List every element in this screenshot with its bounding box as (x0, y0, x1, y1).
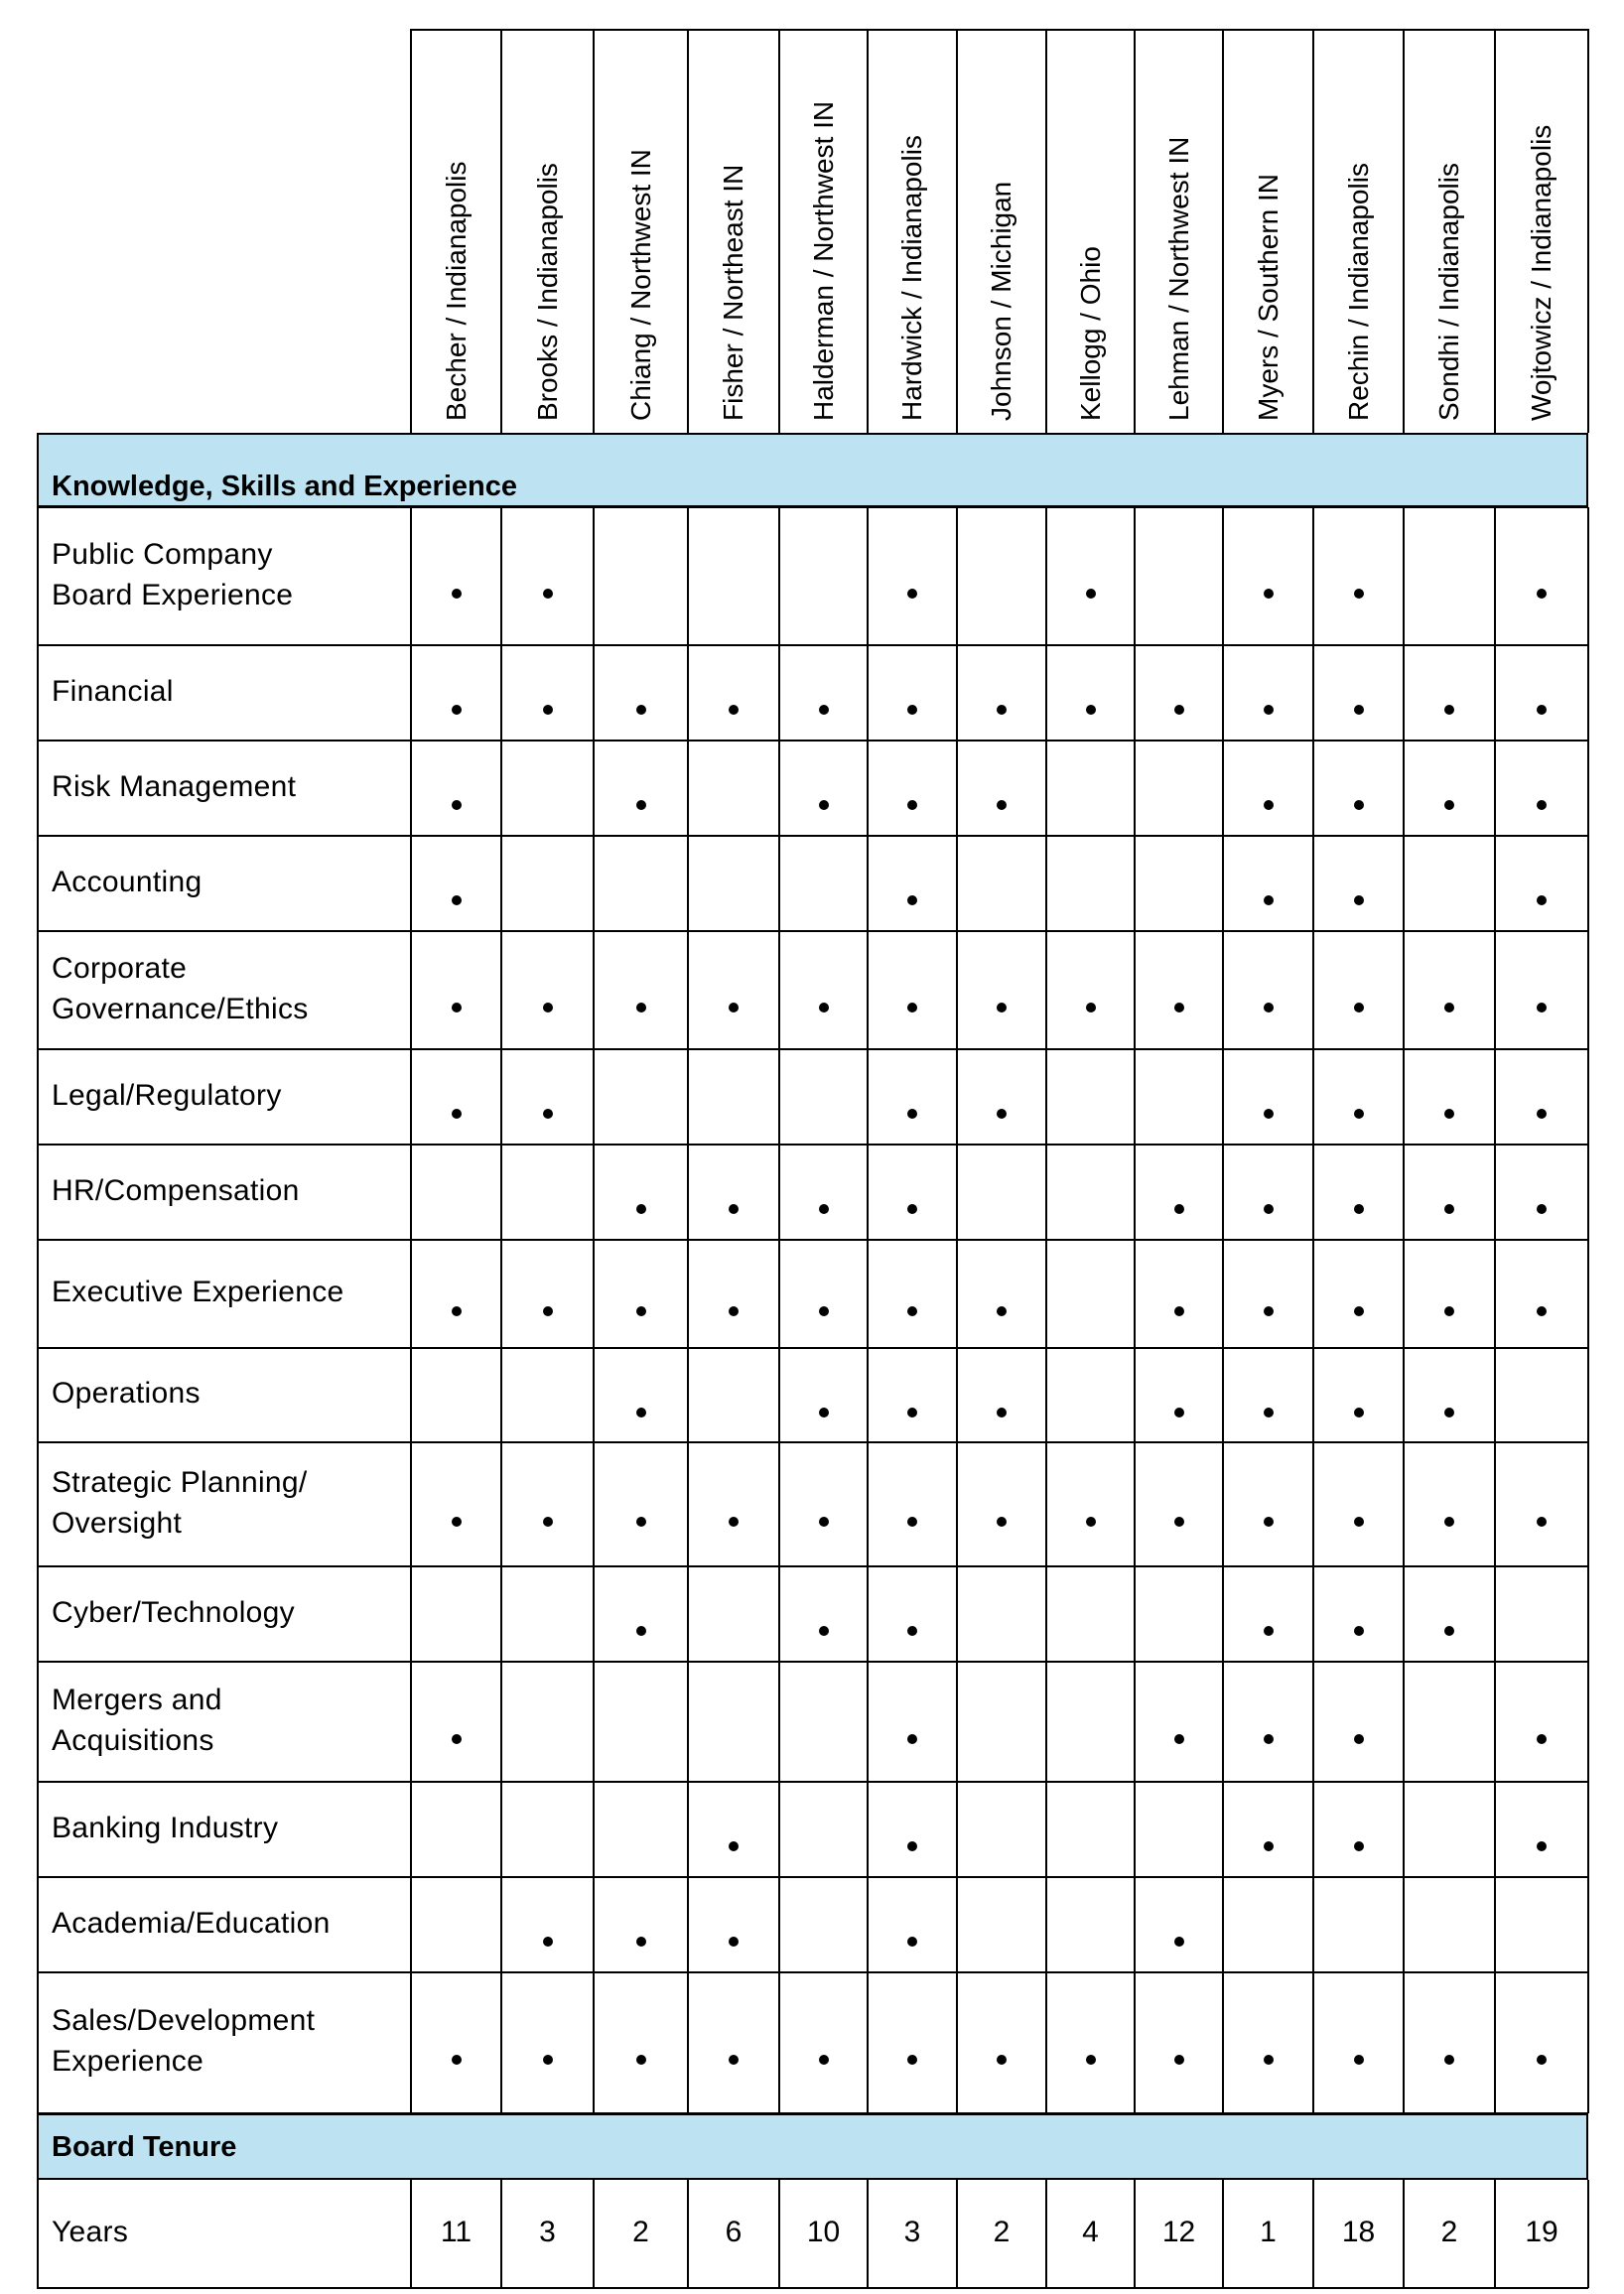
tenure-years-value: 12 (1161, 2216, 1196, 2248)
tenure-years-value: 2 (632, 2216, 649, 2248)
column-header-8: Lehman / Northwest IN (1162, 136, 1194, 421)
tenure-years-value: 18 (1341, 2216, 1376, 2248)
skill-mark-dot (543, 1517, 553, 1527)
skill-mark-dot (1537, 2055, 1547, 2065)
row-divider (37, 1661, 1588, 1663)
skill-mark-dot (1264, 1306, 1274, 1316)
column-divider (867, 507, 869, 2113)
skill-mark-dot (452, 800, 462, 810)
skill-mark-dot (729, 1841, 739, 1851)
column-divider (1134, 507, 1136, 2113)
skill-mark-dot (1444, 1408, 1454, 1417)
column-divider (1403, 29, 1405, 433)
column-header-10: Rechin / Indianapolis (1342, 163, 1374, 421)
column-divider (500, 29, 502, 433)
column-divider (500, 507, 502, 2113)
skill-mark-dot (729, 2055, 739, 2065)
skill-mark-dot (1264, 1517, 1274, 1527)
column-header-4: Halderman / Northwest IN (807, 100, 839, 421)
row-label-skill: Strategic Planning/ Oversight (52, 1465, 308, 1540)
skill-mark-dot (1264, 2055, 1274, 2065)
column-divider (1045, 2180, 1047, 2288)
column-divider (956, 507, 958, 2113)
skill-mark-dot (1264, 1626, 1274, 1636)
column-header-5: Hardwick / Indianapolis (896, 135, 927, 421)
column-divider (1494, 507, 1496, 2113)
skill-mark-dot (543, 1306, 553, 1316)
skill-mark-dot (907, 2055, 917, 2065)
skill-mark-dot (1354, 589, 1364, 599)
row-divider (37, 1971, 1588, 1973)
column-divider (1403, 2180, 1405, 2288)
section-band-tenure (37, 2113, 1588, 2180)
column-divider (867, 2180, 869, 2288)
row-label-skill: Financial (52, 674, 174, 708)
skill-mark-dot (1537, 1841, 1547, 1851)
skill-mark-dot (729, 705, 739, 715)
skill-mark-dot (1444, 800, 1454, 810)
skill-mark-dot (636, 1306, 646, 1316)
skill-mark-dot (997, 1306, 1007, 1316)
row-divider (37, 1048, 1588, 1050)
skill-mark-dot (1264, 589, 1274, 599)
skill-mark-dot (452, 2055, 462, 2065)
column-divider (1312, 507, 1314, 2113)
section-title-skills: Knowledge, Skills and Experience (52, 471, 517, 502)
skill-mark-dot (997, 705, 1007, 715)
column-divider (778, 29, 780, 433)
column-divider (1134, 29, 1136, 433)
row-label-skill: Public Company Board Experience (52, 537, 294, 611)
column-header-7: Kellogg / Ohio (1074, 246, 1106, 421)
column-divider (593, 507, 595, 2113)
skill-mark-dot (636, 705, 646, 715)
skill-mark-dot (1354, 1003, 1364, 1012)
skill-mark-dot (1537, 1204, 1547, 1214)
row-label-skill: Mergers and Acquisitions (52, 1683, 222, 1757)
column-divider (1222, 29, 1224, 433)
row-divider (37, 930, 1588, 932)
column-header-6: Johnson / Michigan (986, 181, 1016, 421)
column-divider (778, 2180, 780, 2288)
skill-mark-dot (1354, 1517, 1364, 1527)
skill-mark-dot (636, 1003, 646, 1012)
skill-mark-dot (1537, 1003, 1547, 1012)
skill-mark-dot (636, 1937, 646, 1947)
row-divider (37, 644, 1588, 646)
skill-mark-dot (819, 1517, 829, 1527)
skill-mark-dot (819, 1204, 829, 1214)
column-header-9: Myers / Southern IN (1252, 174, 1284, 421)
column-divider (410, 2180, 412, 2288)
skill-mark-dot (907, 1408, 917, 1417)
skill-mark-dot (1264, 1841, 1274, 1851)
skill-mark-dot (636, 1517, 646, 1527)
column-divider (1494, 29, 1496, 433)
skill-mark-dot (907, 1517, 917, 1527)
skill-mark-dot (636, 1626, 646, 1636)
skill-mark-dot (819, 1408, 829, 1417)
skill-mark-dot (1086, 1003, 1096, 1012)
column-divider (956, 29, 958, 433)
skill-mark-dot (997, 1003, 1007, 1012)
skill-mark-dot (1264, 1204, 1274, 1214)
skill-mark-dot (1444, 1204, 1454, 1214)
skill-mark-dot (452, 1003, 462, 1012)
skill-mark-dot (1444, 1003, 1454, 1012)
skill-mark-dot (1264, 1003, 1274, 1012)
column-divider (1494, 2180, 1496, 2288)
skill-mark-dot (452, 1109, 462, 1119)
column-divider (593, 29, 595, 433)
row-label-skill: Academia/Education (52, 1906, 331, 1940)
skill-mark-dot (1354, 705, 1364, 715)
skill-mark-dot (1537, 589, 1547, 599)
tenure-years-value: 11 (440, 2216, 473, 2248)
skill-mark-dot (543, 705, 553, 715)
skill-mark-dot (819, 2055, 829, 2065)
column-divider (410, 507, 412, 2113)
skill-mark-dot (729, 1937, 739, 1947)
skill-mark-dot (1537, 705, 1547, 715)
skill-mark-dot (1174, 1306, 1184, 1316)
row-divider (37, 2287, 1588, 2289)
column-header-12: Wojtowicz / Indianapolis (1526, 124, 1556, 421)
skill-mark-dot (452, 1517, 462, 1527)
skill-mark-dot (1354, 1841, 1364, 1851)
tenure-years-value: 6 (725, 2216, 743, 2248)
column-header-11: Sondhi / Indianapolis (1433, 163, 1464, 421)
column-divider (410, 29, 412, 433)
column-divider (593, 2180, 595, 2288)
skill-mark-dot (1174, 1003, 1184, 1012)
skill-mark-dot (452, 895, 462, 905)
column-divider (1045, 507, 1047, 2113)
column-divider (956, 2180, 958, 2288)
skill-mark-dot (543, 1937, 553, 1947)
skill-mark-dot (1354, 800, 1364, 810)
skill-mark-dot (1174, 2055, 1184, 2065)
row-divider (37, 1239, 1588, 1241)
skill-mark-dot (819, 1003, 829, 1012)
skill-mark-dot (907, 1734, 917, 1744)
row-label-skill: Legal/Regulatory (52, 1078, 282, 1112)
skill-mark-dot (997, 1408, 1007, 1417)
row-divider (37, 2112, 1588, 2114)
column-divider (867, 29, 869, 433)
column-divider (687, 507, 689, 2113)
column-divider (1312, 29, 1314, 433)
tenure-years-value: 10 (806, 2216, 841, 2248)
row-label-skill: Risk Management (52, 769, 297, 803)
skill-mark-dot (452, 589, 462, 599)
row-divider (37, 506, 1588, 508)
skill-mark-dot (636, 1204, 646, 1214)
skill-mark-dot (907, 1626, 917, 1636)
column-divider (1587, 2180, 1589, 2288)
skill-mark-dot (907, 1204, 917, 1214)
skill-mark-dot (543, 2055, 553, 2065)
skill-mark-dot (636, 1408, 646, 1417)
skill-mark-dot (1354, 1626, 1364, 1636)
skill-mark-dot (543, 589, 553, 599)
skill-mark-dot (636, 800, 646, 810)
skill-mark-dot (1174, 705, 1184, 715)
skill-mark-dot (1537, 1109, 1547, 1119)
column-divider (500, 2180, 502, 2288)
column-divider (687, 2180, 689, 2288)
skill-mark-dot (1354, 1734, 1364, 1744)
tenure-years-value: 2 (1440, 2216, 1458, 2248)
column-divider (1312, 2180, 1314, 2288)
skill-mark-dot (543, 1109, 553, 1119)
skill-mark-dot (819, 705, 829, 715)
row-divider (37, 1347, 1588, 1349)
column-divider (778, 507, 780, 2113)
skill-mark-dot (907, 800, 917, 810)
skill-mark-dot (1264, 800, 1274, 810)
skill-mark-dot (729, 1517, 739, 1527)
skill-mark-dot (729, 1003, 739, 1012)
skill-mark-dot (452, 1306, 462, 1316)
column-divider (1222, 2180, 1224, 2288)
skill-mark-dot (1264, 1408, 1274, 1417)
skill-mark-dot (907, 705, 917, 715)
column-divider (1587, 507, 1589, 2113)
skill-mark-dot (636, 2055, 646, 2065)
skill-mark-dot (907, 1109, 917, 1119)
row-label-skill: HR/Compensation (52, 1173, 300, 1207)
skill-mark-dot (907, 589, 917, 599)
tenure-years-value: 4 (1082, 2216, 1099, 2248)
skill-mark-dot (1264, 895, 1274, 905)
row-label-skill: Banking Industry (52, 1811, 279, 1844)
tenure-years-value: 19 (1525, 2216, 1558, 2248)
skill-mark-dot (1537, 1306, 1547, 1316)
skill-mark-dot (1444, 705, 1454, 715)
skill-mark-dot (729, 1306, 739, 1316)
skill-mark-dot (1174, 1408, 1184, 1417)
column-divider (1587, 29, 1589, 433)
skill-mark-dot (1354, 2055, 1364, 2065)
row-divider (37, 1876, 1588, 1878)
skill-mark-dot (907, 895, 917, 905)
skill-mark-dot (1354, 1306, 1364, 1316)
row-label-skill: Sales/Development Experience (52, 2004, 316, 2078)
column-divider (1045, 29, 1047, 433)
column-divider (1134, 2180, 1136, 2288)
skill-mark-dot (1537, 800, 1547, 810)
row-divider (37, 1441, 1588, 1443)
column-divider (687, 29, 689, 433)
skill-mark-dot (1354, 1109, 1364, 1119)
skill-mark-dot (1537, 1517, 1547, 1527)
tenure-years-value: 1 (1260, 2216, 1277, 2248)
row-divider (37, 1565, 1588, 1567)
skill-mark-dot (997, 800, 1007, 810)
skill-mark-dot (907, 1306, 917, 1316)
skill-mark-dot (907, 1003, 917, 1012)
tenure-years-value: 3 (903, 2216, 921, 2248)
skill-mark-dot (1086, 2055, 1096, 2065)
row-divider (37, 740, 1588, 742)
skill-mark-dot (1264, 1734, 1274, 1744)
skill-mark-dot (997, 1109, 1007, 1119)
row-label-skill: Corporate Governance/Ethics (52, 951, 309, 1025)
skill-mark-dot (1444, 1517, 1454, 1527)
skill-mark-dot (1354, 895, 1364, 905)
table-left-border (37, 507, 39, 2113)
tenure-years-value: 3 (539, 2216, 556, 2248)
skill-mark-dot (907, 1841, 917, 1851)
skill-mark-dot (1086, 1517, 1096, 1527)
skill-mark-dot (1174, 1734, 1184, 1744)
skill-mark-dot (1086, 705, 1096, 715)
skill-mark-dot (819, 1306, 829, 1316)
skill-mark-dot (997, 1517, 1007, 1527)
skill-mark-dot (1354, 1204, 1364, 1214)
tenure-years-value: 2 (993, 2216, 1011, 2248)
header-top-border (410, 29, 1589, 31)
section-title-tenure: Board Tenure (52, 2131, 237, 2163)
skill-mark-dot (819, 800, 829, 810)
skill-mark-dot (452, 705, 462, 715)
skill-mark-dot (729, 1204, 739, 1214)
row-divider (37, 835, 1588, 837)
skill-mark-dot (1537, 1734, 1547, 1744)
skill-mark-dot (1174, 1204, 1184, 1214)
skill-mark-dot (452, 1734, 462, 1744)
column-divider (1403, 507, 1405, 2113)
table-left-border (37, 2180, 39, 2288)
row-divider (37, 1144, 1588, 1146)
column-header-3: Fisher / Northeast IN (718, 164, 748, 421)
column-divider (1222, 507, 1224, 2113)
skill-mark-dot (1444, 1626, 1454, 1636)
skill-mark-dot (1354, 1408, 1364, 1417)
row-label-skill: Cyber/Technology (52, 1595, 295, 1629)
column-header-2: Chiang / Northwest IN (624, 149, 656, 421)
skill-mark-dot (907, 1937, 917, 1947)
row-label-skill: Accounting (52, 865, 203, 898)
skill-mark-dot (1086, 589, 1096, 599)
skill-mark-dot (1444, 1306, 1454, 1316)
skill-mark-dot (1444, 2055, 1454, 2065)
skill-mark-dot (1537, 895, 1547, 905)
row-label-years: Years (52, 2216, 129, 2248)
skill-mark-dot (1444, 1109, 1454, 1119)
skill-mark-dot (1264, 1109, 1274, 1119)
skill-mark-dot (819, 1626, 829, 1636)
skill-mark-dot (543, 1003, 553, 1012)
column-header-0: Becher / Indianapolis (440, 161, 472, 421)
skill-mark-dot (1264, 705, 1274, 715)
skill-mark-dot (1174, 1517, 1184, 1527)
column-header-1: Brooks / Indianapolis (531, 163, 563, 421)
row-divider (37, 1781, 1588, 1783)
row-label-skill: Executive Experience (52, 1276, 344, 1308)
skill-mark-dot (1174, 1937, 1184, 1947)
row-label-skill: Operations (52, 1377, 201, 1410)
skill-mark-dot (997, 2055, 1007, 2065)
